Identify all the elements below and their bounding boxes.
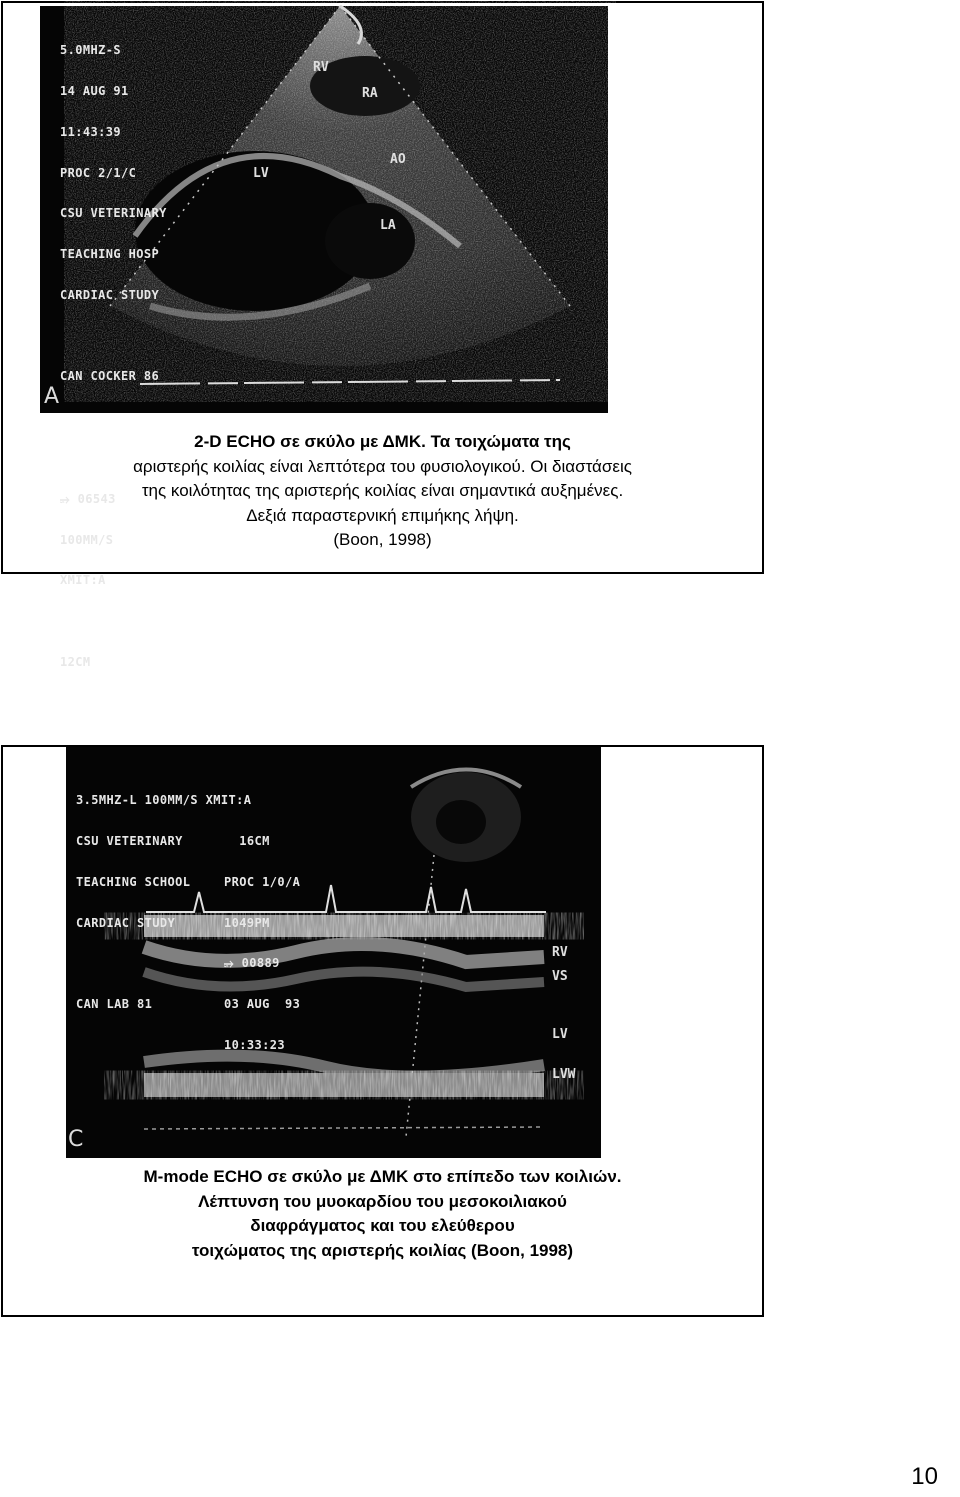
figure-a-caption [3,430,762,553]
page-number: 10 [911,1463,938,1490]
overlay-line: ⭌ 00889 [224,956,280,971]
overlay-line: PROC 2/1/C [60,165,137,180]
overlay-line: 5.0MHZ-S [60,43,121,58]
overlay-line: 11:43:39 [60,124,121,139]
overlay-line: TEACHING SCHOOL [76,874,191,889]
label-rv: RV [552,945,568,960]
overlay-line: 14 AUG 91 [60,83,129,98]
overlay-line: 16CM [224,833,270,848]
label-la: LA [380,218,396,233]
overlay-line: CARDIAC STUDY [76,915,176,930]
overlay-line: ⭌ 06543 [60,491,116,506]
caption-line: Λέπτυνση του μυοκαρδίου του μεσοκοιλιακού [198,1191,567,1211]
figure-b-caption [3,1165,762,1263]
caption-line: της κοιλότητας της αριστερής κοιλίας είναι σημαντικά αυξημένες. [141,481,624,500]
device-overlay-text-mid [224,767,300,1080]
caption-line: διαφράγματος και του ελεύθερου [250,1216,515,1235]
overlay-line [60,330,167,344]
caption-line: 2-D ECHO σε σκύλο με ΔΜΚ. Τα τοιχώματα της [194,432,571,451]
overlay-line: 1049PM [224,915,270,930]
label-vs: VS [552,969,568,984]
label-ao: AO [390,152,406,167]
overlay-line: 100MM/S [60,532,114,547]
overlay-line: 03 AUG 93 [224,997,301,1012]
label-lvw: LVW [552,1067,576,1082]
overlay-line: CSU VETERINARY [76,833,183,848]
overlay-line: 10:33:23 [224,1037,285,1052]
label-lv: LV [552,1027,568,1042]
overlay-line: 12CM [60,654,91,669]
overlay-line: 3.5MHZ-L 100MM/S XMIT:A [76,793,252,808]
overlay-line [60,615,167,629]
overlay-line [60,411,167,425]
caption-line: (Boon, 1998) [333,530,432,549]
overlay-line: PROC 1/0/A [224,874,301,889]
label-lv: LV [253,166,269,181]
panel-letter: A [44,384,60,409]
overlay-line: CAN LAB 81 [76,997,153,1012]
echocardiogram-mmode-image [66,747,601,1158]
figure-b-frame [1,745,764,1317]
caption-line: τοιχώματος της αριστερής κοιλίας (Boon, 1998) [191,1240,574,1260]
device-overlay-text [60,17,167,697]
overlay-line [224,794,300,808]
label-ra: RA [362,86,378,101]
overlay-line: CSU VETERINARY [60,206,167,221]
caption-line: Δεξιά παραστερνική επιμήκης λήψη. [246,505,519,525]
caption-line: M-mode ECHO σε σκύλο με ΔΜΚ στο επίπεδο των κοιλιών. [143,1167,622,1186]
overlay-line: XMIT:A [60,573,106,588]
caption-line: αριστερής κοιλίας είναι λεπτότερα του φυσιολογικού. Οι διαστάσεις [133,456,632,476]
overlay-line: TEACHING HOSP [60,247,160,262]
overlay-line: CAN COCKER 86 [60,369,160,384]
overlay-line: CARDIAC STUDY [60,287,160,302]
panel-letter: C [68,1127,84,1152]
figure-a-frame [1,1,764,669]
label-rv: RV [313,60,329,75]
